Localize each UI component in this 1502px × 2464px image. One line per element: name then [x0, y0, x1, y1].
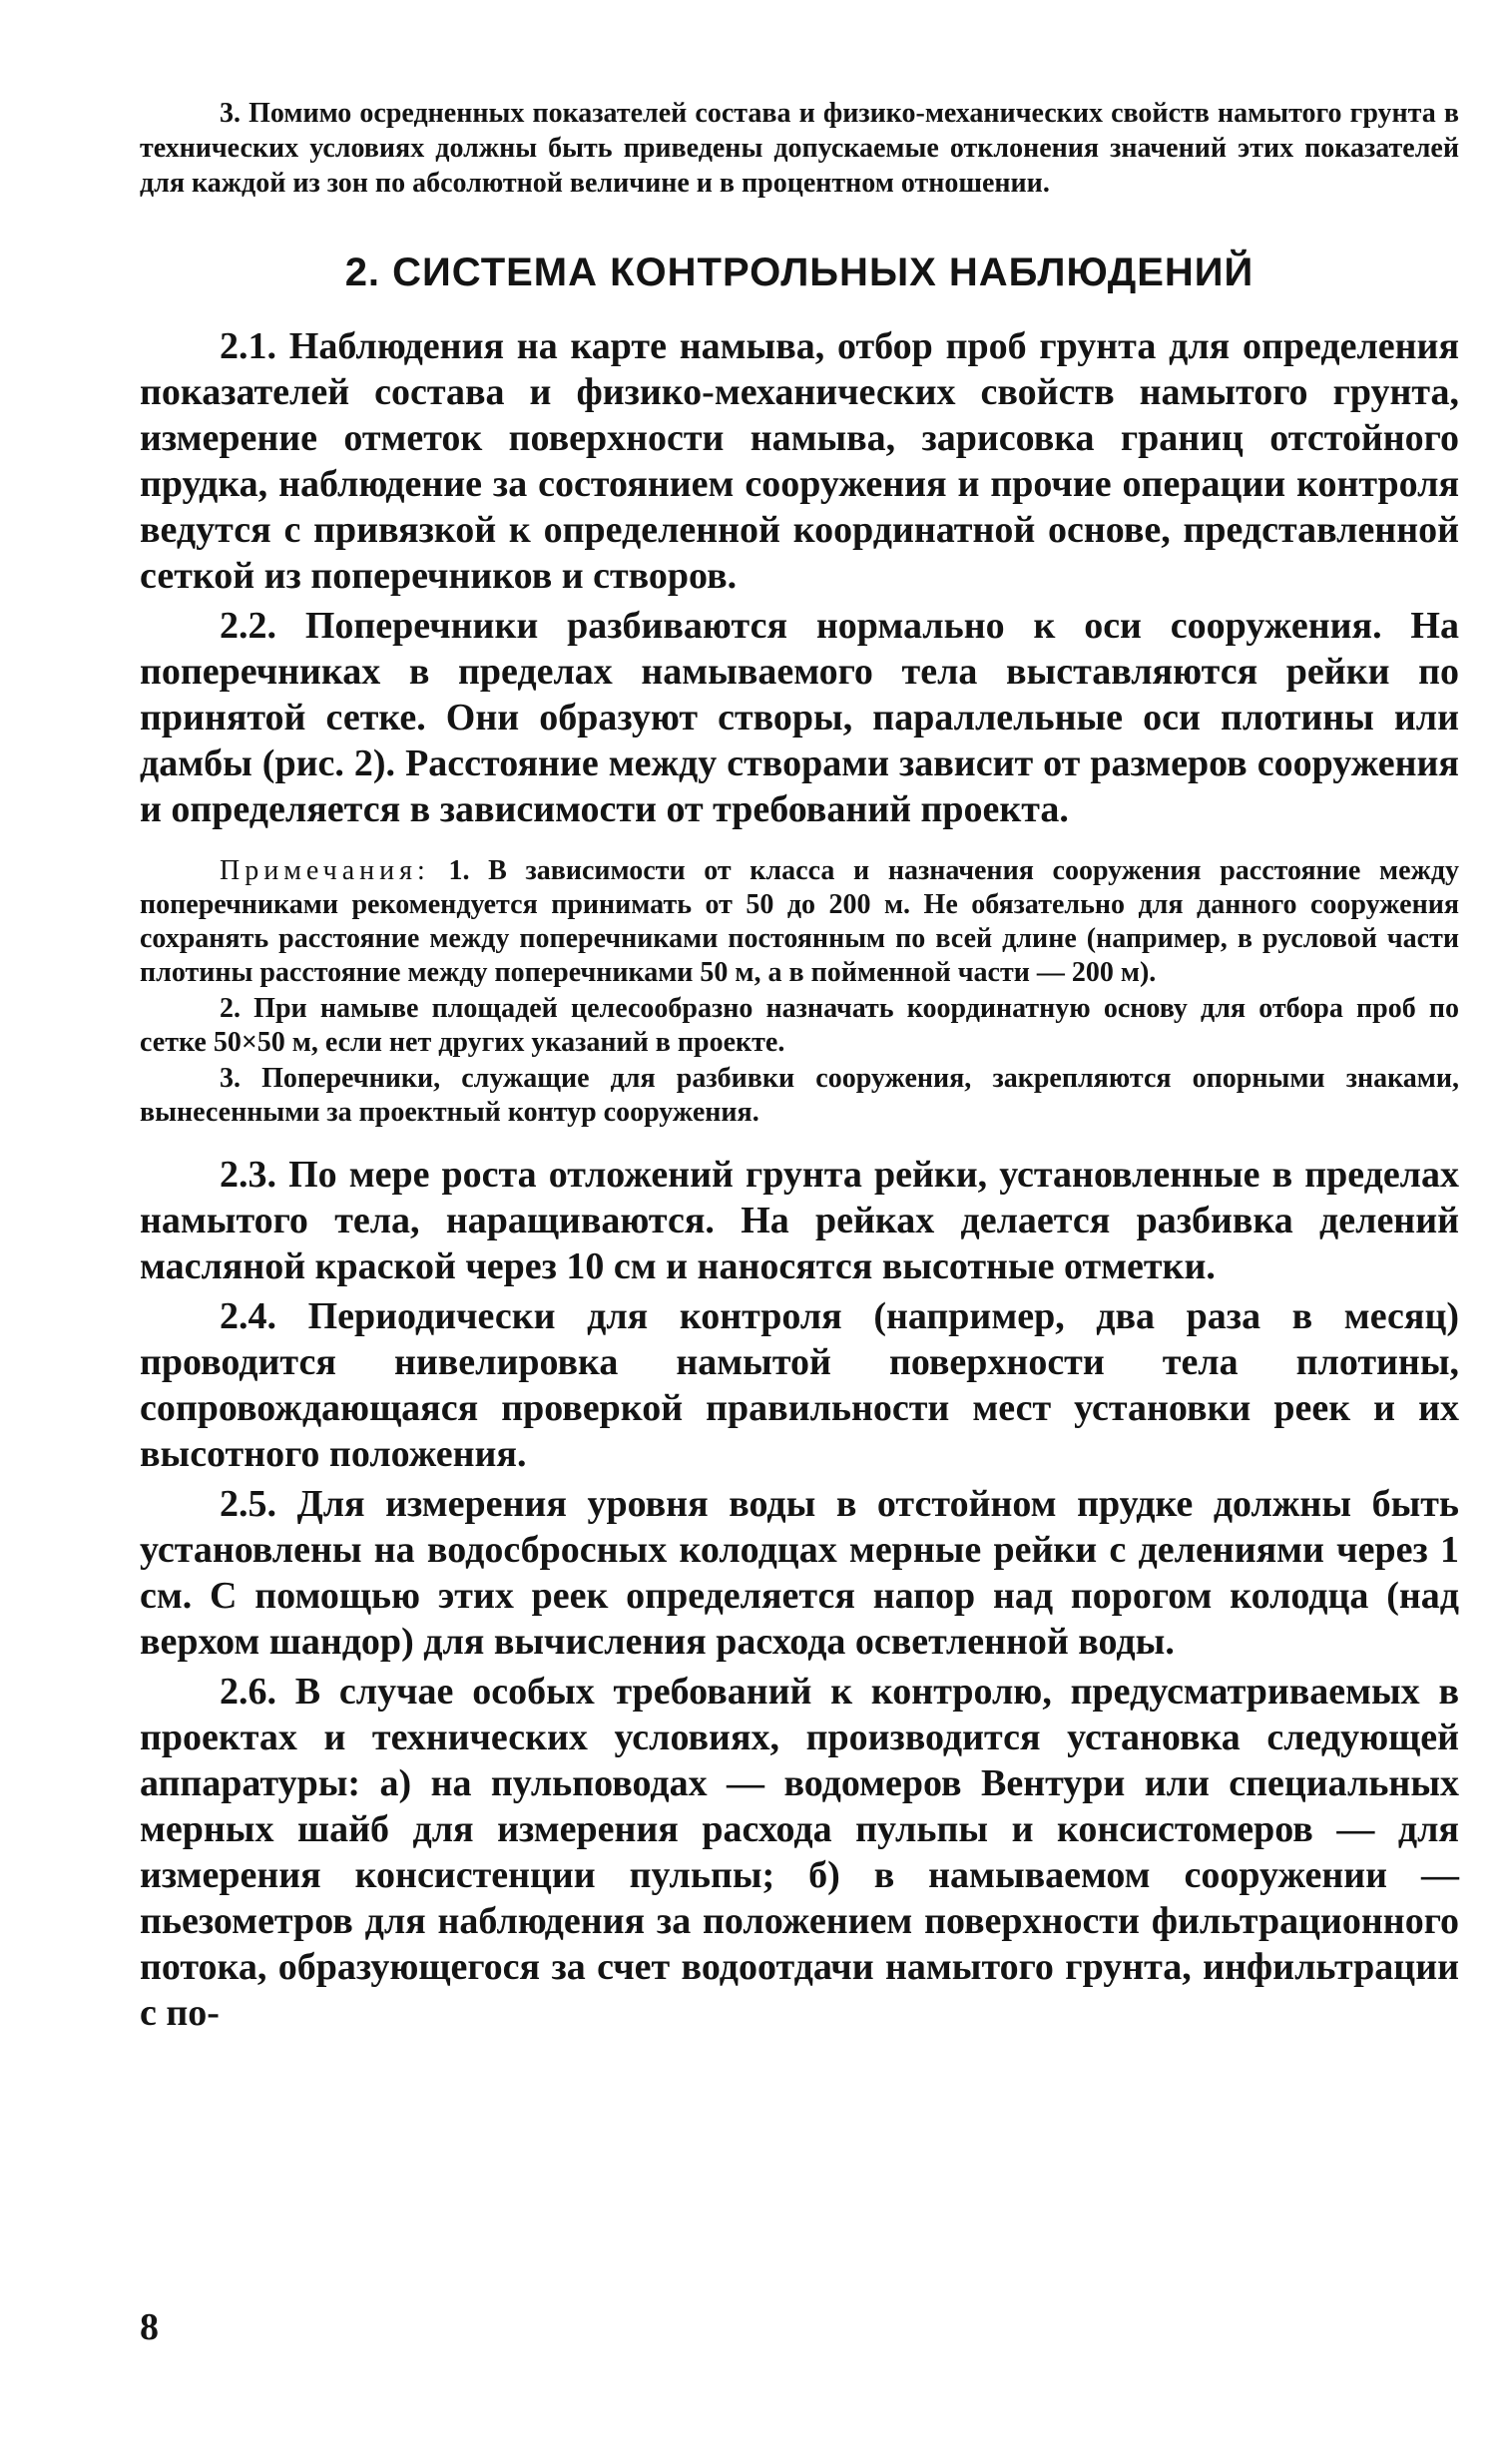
notes-label: Примечания: — [220, 855, 430, 886]
notes-block — [140, 854, 1459, 1130]
paragraph-2-5: 2.5. Для измерения уровня воды в отстойном прудке должны быть установлены на водосбросных колодцах мерные рейки с делениями через 1 см. С помощью этих реек определяется напор над порогом колодца (над верхом шандор) для вычисления расхода осветленной воды. — [140, 1483, 1459, 1663]
page-number: 8 — [140, 2306, 159, 2348]
note-2: 2. При намыве площадей целесообразно назначать координатную основу для отбора проб по сетке 50×50 м, если нет других указаний в проекте. — [140, 993, 1459, 1058]
paragraph-2-2: 2.2. Поперечники разбиваются нормально к оси сооружения. На поперечниках в пределах намываемого тела выставляются рейки по принятой сетке. Они образуют створы, параллельные оси плотины или дамбы (рис. 2). Расстояние между створами зависит от размеров сооружения и определяется в зависимости от требований проекта. — [140, 605, 1459, 830]
section-title: 2. СИСТЕМА КОНТРОЛЬНЫХ НАБЛЮДЕНИЙ — [344, 250, 1254, 294]
document-page — [140, 96, 1459, 2040]
paragraph-1-3: 3. Помимо осредненных показателей состава и физико-механических свойств намытого грунта в технических условиях должны быть приведены допускаемые отклонения значений этих показателей для каждой из зон по абсолютной величине и в процентном отношении. — [140, 98, 1459, 199]
paragraph-2-4: 2.4. Периодически для контроля (например, два раза в месяц) проводится нивелировка намытой поверхности тела плотины, сопровождающаяся проверкой правильности мест установки реек и их высотного положения. — [140, 1295, 1459, 1475]
paragraph-2-6: 2.6. В случае особых требований к контролю, предусматриваемых в проектах и технических условиях, производится установка следующей аппаратуры: а) на пульповодах — водомеров Вентури или специальных мерных шайб для измерения расхода пульпы и консистомеров — для измерения консистенции пульпы; б) в намываемом сооружении — пьезометров для наблюдения за положением поверхности фильтрационного потока, образующегося за счет водоотдачи намытого грунта, инфильтрации с по- — [140, 1671, 1459, 2034]
paragraph-2-1: 2.1. Наблюдения на карте намыва, отбор проб грунта для определения показателей состава и физико-механических свойств намытого грунта, измерение отметок поверхности намыва, зарисовка границ отстойного прудка, наблюдение за состоянием сооружения и прочие операции контроля ведутся с привязкой к определенной координатной основе, представленной сеткой из поперечников и створов. — [140, 325, 1459, 597]
paragraph-2-3: 2.3. По мере роста отложений грунта рейки, установленные в пределах намытого тела, наращиваются. На рейках делается разбивка делений масляной краской через 10 см и наносятся высотные отметки. — [140, 1154, 1459, 1287]
note-1-text: 1. В зависимости от класса и назначения сооружения расстояние между поперечниками рекомендуется принимать от 50 до 200 м. Не обязательно для данного сооружения сохранять расстояние между поперечниками постоянным по всей длине (например, в русловой части плотины расстояние между поперечниками 50 м, а в пойменной части — 200 м). — [140, 855, 1459, 988]
note-1 — [140, 854, 1459, 990]
note-3: 3. Поперечники, служащие для разбивки сооружения, закрепляются опорными знаками, вынесенными за проектный контур сооружения. — [140, 1063, 1459, 1128]
